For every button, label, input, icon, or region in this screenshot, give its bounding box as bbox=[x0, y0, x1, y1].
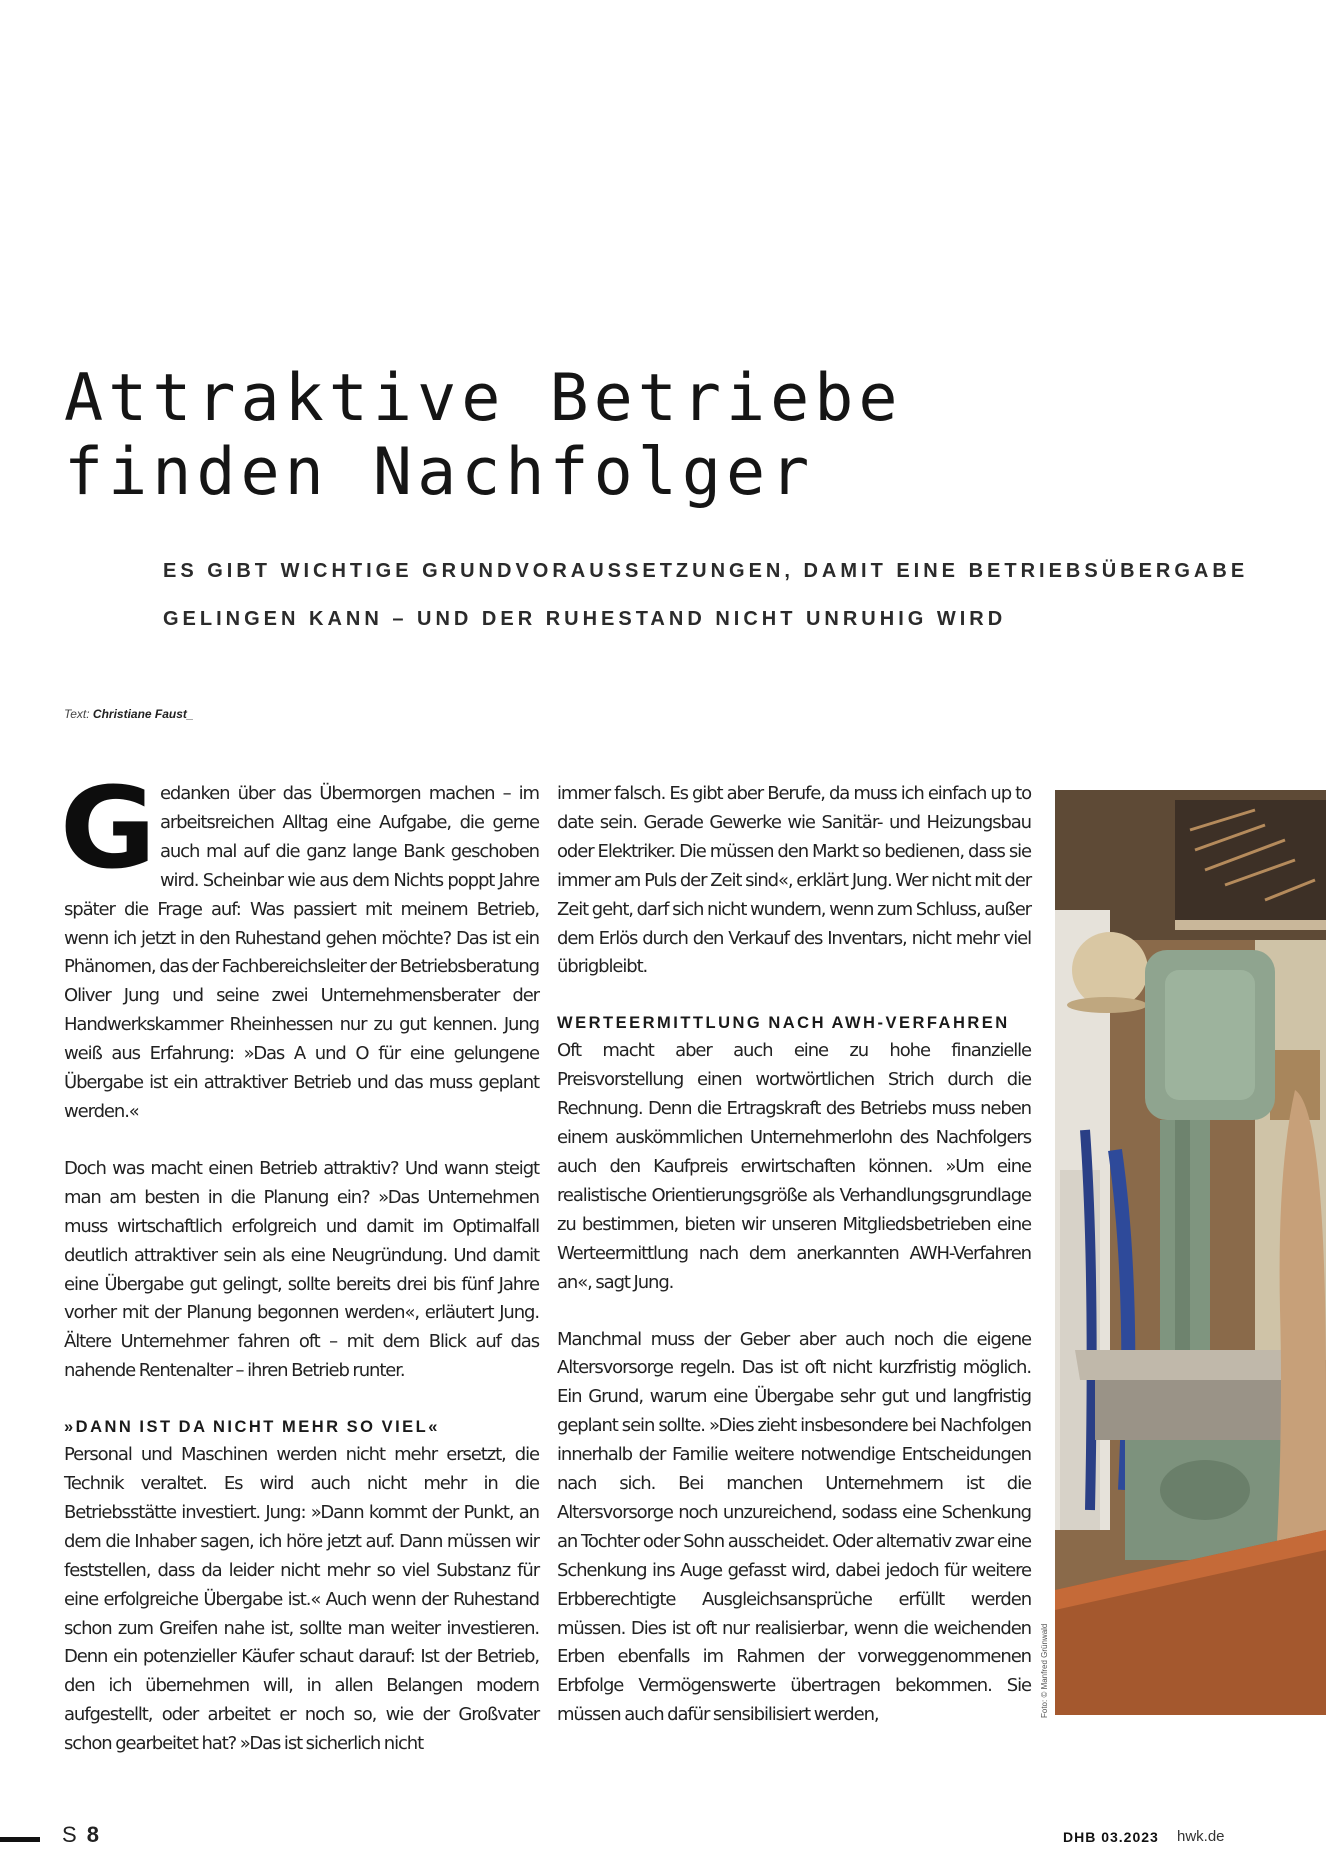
workshop-photo bbox=[1055, 790, 1326, 1715]
byline-suffix: _ bbox=[186, 707, 194, 721]
byline bbox=[64, 707, 194, 721]
workshop-photo-illustration bbox=[1055, 790, 1326, 1715]
article-column-1 bbox=[59, 764, 539, 1759]
page-digit: 8 bbox=[86, 1822, 99, 1847]
paragraph: immer falsch. Es gibt aber Berufe, da muss ich einfach up to date sein. Gerade Gewerke wie Sanitär- und Heizungsbau oder Elektriker. Die müssen den Markt so bedienen, dass sie immer am Puls der Zeit sind«, erklärt Jung. Wer nicht mit der Zeit geht, darf sich nicht wundern, wenn zum Schluss, außer dem Erlös durch den Verkauf des Inventars, nicht mehr viel übrigbleibt. bbox=[557, 783, 1031, 978]
section-letter: S bbox=[62, 1822, 77, 1847]
article-column-2 bbox=[557, 780, 1031, 1730]
page-number bbox=[62, 1822, 99, 1848]
site-url: hwk.de bbox=[1177, 1828, 1225, 1845]
article-subtitle bbox=[163, 547, 1248, 643]
section-heading: WERTEERMITTLUNG NACH AWH-VERFAHREN bbox=[557, 1014, 1010, 1033]
paragraph-text: edanken über das Übermorgen machen – im arbeitsreichen Alltag eine Aufgabe, die gerne auch mal auf die ganz lange Bank geschoben wird. Scheinbar wie aus dem Nichts poppt Jahre später die Frage auf: Was passiert mit meinem Betrieb, wenn ich jetzt in den Ruhestand gehen möchte? Das ist ein Phänomen, das der Fachbereichsleiter der Betriebsberatung Oliver Jung und seine zwei Unternehmensberater der Handwerkskammer Rheinhessen nur zu gut kennen. Jung weiß aus Erfahrung: »Das A und O für eine gelungene Übergabe ist ein attraktiver Betrieb und das muss geplant werden.« bbox=[64, 783, 539, 1122]
issue-label: DHB 03.2023 bbox=[1063, 1829, 1159, 1845]
article-title bbox=[64, 362, 903, 510]
subtitle-line-2: GELINGEN KANN – UND DER RUHESTAND NICHT UNRUHIG WIRD bbox=[163, 608, 1007, 630]
paragraph: Manchmal muss der Geber aber auch noch die eigene Altersvorsorge regeln. Das ist oft nicht kurzfristig möglich. Ein Grund, warum eine Übergabe sehr gut und langfristig geplant sein sollte. »Dies zieht insbesondere bei Nachfolgen innerhalb der Familie weitere notwendige Entscheidungen nach sich. Bei manchen Unternehmern ist die Altersvorsorge noch unzureichend, sodass eine Schenkung an Tochter oder Sohn ausscheidet. Oder alternativ zwar eine Schenkung ins Auge gefasst wird, dabei jedoch für weitere Erbberechtigte Ausgleichsansprüche erfüllt werden müssen. Dies ist oft nur realisierbar, wenn die weichenden Erben ebenfalls im Rahmen der vorweggenommenen Erbfolge Vermögenswerte übertragen bekommen. Sie müssen auch dafür sensibilisiert werden, bbox=[557, 1328, 1031, 1726]
title-line-1: Attraktive Betriebe bbox=[64, 361, 903, 436]
title-line-2: finden Nachfolger bbox=[64, 435, 815, 510]
paragraph: Doch was macht einen Betrieb attraktiv? Und wann steigt man am besten in die Planung ein? »Das Unternehmen muss wirtschaftlich erfolgreich und damit im Optimalfall deutlich attraktiver sein als eine Neugründung. Und damit eine Übergabe gut gelingt, sollte bereits drei bis fünf Jahre vorher mit der Planung begonnen werden«, erläutert Jung. Ältere Unternehmer fahren oft – mit dem Blick auf das nahende Rentenalter – ihren Betrieb runter. bbox=[64, 1157, 539, 1382]
paragraph bbox=[59, 764, 539, 1127]
paragraph: Personal und Maschinen werden nicht mehr ersetzt, die Technik veraltet. Es wird auch nicht mehr in die Betriebsstätte investiert. Jung: »Dann kommt der Punkt, an dem die Inhaber sagen, ich höre jetzt auf. Dann müssen wir feststellen, dass da leider nicht mehr so viel Substanz für eine erfolgreiche Übergabe ist.« Auch wenn der Ruhestand schon zum Greifen nahe ist, sollte man weiter investieren. Denn ein potenzieller Käufer schaut darauf: Ist der Betrieb, den ich übernehmen will, in allen Belangen modern aufgestellt, oder arbeitet er noch so, wie der Großvater schon gearbeitet hat? »Das ist sicherlich nicht bbox=[64, 1444, 539, 1755]
paragraph: Oft macht aber auch eine zu hohe finanzielle Preisvorstellung einen wortwörtlichen Strich durch die Rechnung. Denn die Ertragskraft des Betriebs muss neben einem auskömmlichen Unternehmerlohn des Nachfolgers auch den Kaufpreis erwirtschaften können. »Um eine realistische Orientierungsgröße als Verhandlungsgrundlage zu bestimmen, bieten wir unseren Mitgliedsbetrieben eine Werteermittlung nach dem anerkannten AWH-Verfahren an«, sagt Jung. bbox=[557, 1040, 1031, 1293]
drop-cap: G bbox=[59, 764, 153, 894]
byline-prefix: Text: bbox=[64, 707, 93, 721]
section-heading: »DANN IST DA NICHT MEHR SO VIEL« bbox=[64, 1418, 440, 1437]
byline-author: Christiane Faust bbox=[92, 707, 187, 721]
photo-credit: Foto: © Manfred Grünwald bbox=[1040, 1623, 1049, 1718]
subtitle-line-1: ES GIBT WICHTIGE GRUNDVORAUSSETZUNGEN, DAMIT EINE BETRIEBSÜBERGABE bbox=[163, 560, 1249, 582]
footer-rule bbox=[0, 1837, 40, 1842]
